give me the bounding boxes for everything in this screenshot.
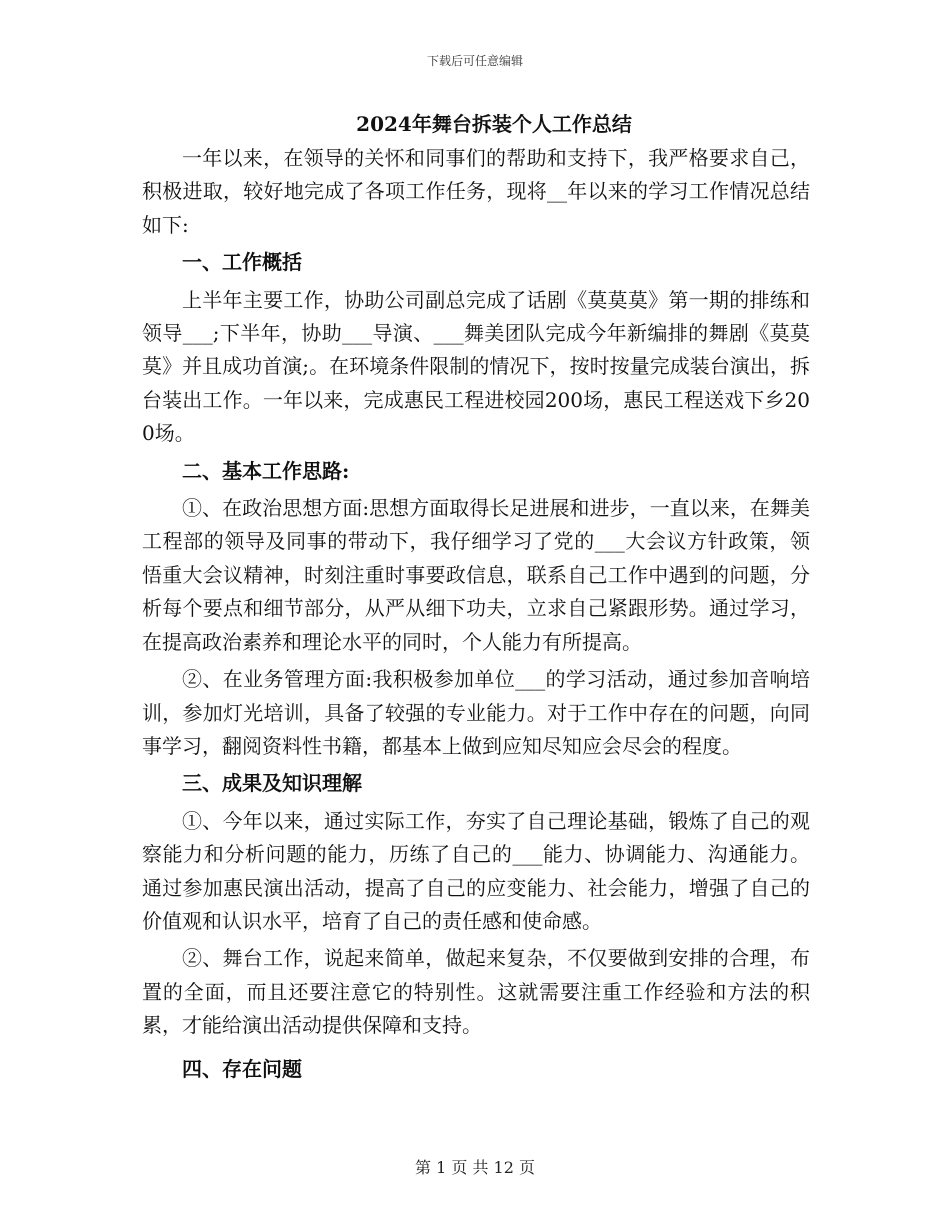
section-heading-work-overview: 一、工作概括 bbox=[182, 250, 302, 275]
intro-paragraph: 一年以来，在领导的关怀和同事们的帮助和支持下，我严格要求自己，积极进取，较好地完成了各项工作任务，现将__年以来的学习工作情况总结如下: bbox=[142, 146, 810, 237]
header-note: 下载后可任意编辑 bbox=[426, 54, 523, 68]
paragraph-results-1: ①、今年以来，通过实际工作，夯实了自己理论基础，锻炼了自己的观察能力和分析问题的能力，历练了自己的___能力、协调能力、沟通能力。通过参加惠民演出活动，提高了自己的应变能力、社会能力，增强了自己的价值观和认识水平，培育了自己的责任感和使命感。 bbox=[142, 808, 810, 933]
section-heading-results: 三、成果及知识理解 bbox=[182, 771, 362, 796]
paragraph-business-management: ②、在业务管理方面:我积极参加单位___的学习活动，通过参加音响培训，参加灯光培训，具备了较强的专业能力。对于工作中存在的问题，向同事学习，翻阅资料性书籍，都基本上做到应知尽知应会尽会的程度。 bbox=[142, 667, 810, 758]
paragraph-work-overview: 上半年主要工作，协助公司副总完成了话剧《莫莫莫》第一期的排练和领导___;下半年，协助___导演、___舞美团队完成今年新编排的舞剧《莫莫莫》并且成功首演;。在环境条件限制的情况下，按时按量完成装台演出，拆台装出工作。一年以来，完成惠民工程进校园200场，惠民工程送戏下乡200场。 bbox=[142, 287, 810, 446]
section-heading-problems: 四、存在问题 bbox=[182, 1056, 302, 1081]
document-title: 2024年舞台拆装个人工作总结 bbox=[356, 112, 632, 136]
document-body bbox=[142, 106, 810, 1086]
paragraph-results-2: ②、舞台工作，说起来简单，做起来复杂，不仅要做到安排的合理，布置的全面，而且还要注意它的特别性。这就需要注重工作经验和方法的积累，才能给演出活动提供保障和支持。 bbox=[142, 946, 810, 1038]
page-footer: 第 1 页 共 12 页 bbox=[415, 1158, 535, 1177]
section-heading-basic-approach: 二、基本工作思路: bbox=[182, 458, 350, 483]
paragraph-political-thought: ①、在政治思想方面:思想方面取得长足进展和进步，一直以来，在舞美工程部的领导及同事的带动下，我仔细学习了党的___大会议方针政策，领悟重大会议精神，时刻注重时事要政信息，联系自己工作中遇到的问题，分析每个要点和细节部分，从严从细下功夫，立求自己紧跟形势。通过学习，在提高政治素养和理论水平的同时，个人能力有所提高。 bbox=[142, 496, 810, 654]
